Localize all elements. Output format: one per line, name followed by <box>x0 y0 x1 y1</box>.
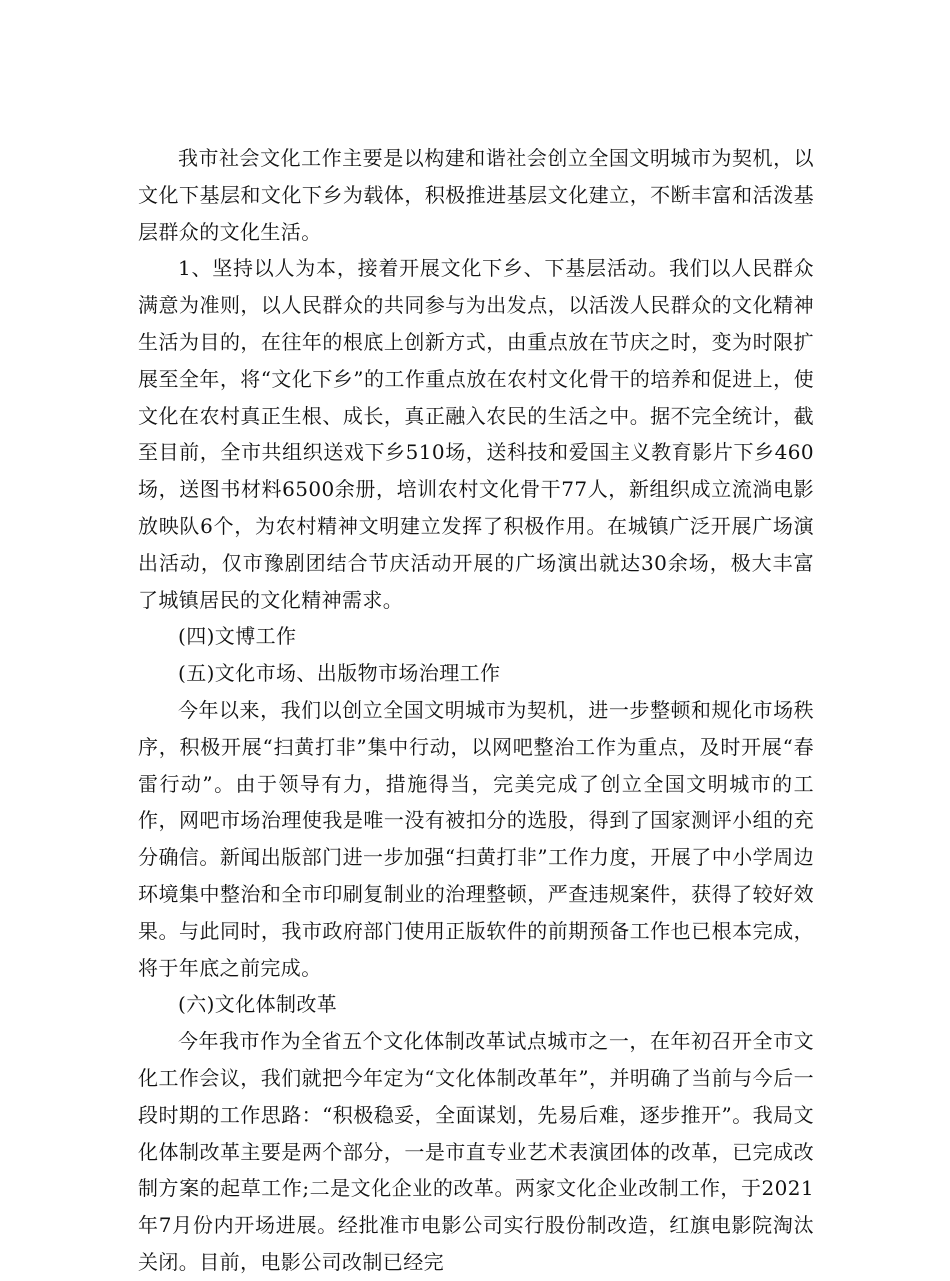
section-heading-museum-work: (四)文博工作 <box>178 624 297 649</box>
section-heading-system-reform: (六)文化体制改革 <box>178 992 338 1017</box>
document-body <box>138 140 814 1281</box>
section-heading-market-governance: (五)文化市场、出版物市场治理工作 <box>178 661 501 686</box>
paragraph-intro: 我市社会文化工作主要是以构建和谐社会创立全国文明城市为契机，以文化下基层和文化下乡为载体，积极推进基层文化建立，不断丰富和活泼基层群众的文化生活。 <box>138 146 814 244</box>
paragraph-system-reform: 今年我市作为全省五个文化体制改革试点城市之一，在年初召开全市文化工作会议，我们就把今年定为“文化体制改革年”，并明确了当前与今后一段时期的工作思路：“积极稳妥，全面谋划，先易后难，逐步推开”。我局文化体制改革主要是两个部分，一是市直专业艺术表演团体的改革，已完成改制方案的起草工作;二是文化企业的改革。两家文化企业改制工作，于2021年7月份内开场进展。经批准市电影公司实行股份制改造，红旗电影院淘汰关闭。目前，电影公司改制已经完 <box>138 1029 814 1274</box>
paragraph-market-governance: 今年以来，我们以创立全国文明城市为契机，进一步整顿和规化市场秩序，积极开展“扫黄打非”集中行动，以网吧整治工作为重点，及时开展“春雷行动”。由于领导有力，措施得当，完美完成了创立全国文明城市的工作，网吧市场治理使我是唯一没有被扣分的选股，得到了国家测评小组的充分确信。新闻出版部门进一步加强“扫黄打非”工作力度，开展了中小学周边环境集中整治和全市印刷复制业的治理整顿，严查违规案件，获得了较好效果。与此同时，我市政府部门使用正版软件的前期预备工作也已根本完成，将于年底之前完成。 <box>138 697 814 980</box>
paragraph-cultural-outreach: 1、坚持以人为本，接着开展文化下乡、下基层活动。我们以人民群众满意为准则，以人民群众的共同参与为出发点，以活泼人民群众的文化精神生活为目的，在往年的根底上创新方式，由重点放在节庆之时，变为时限扩展至全年，将“文化下乡”的工作重点放在农村文化骨干的培养和促进上，使文化在农村真正生根、成长，真正融入农民的生活之中。据不完全统计，截至目前，全市共组织送戏下乡510场，送科技和爱国主义教育影片下乡460场，送图书材料6500余册，培训农村文化骨干77人，新组织成立流淌电影放映队6个，为农村精神文明建立发挥了积极作用。在城镇广泛开展广场演出活动，仅市豫剧团结合节庆活动开展的广场演出就达30余场，极大丰富了城镇居民的文化精神需求。 <box>138 256 814 612</box>
